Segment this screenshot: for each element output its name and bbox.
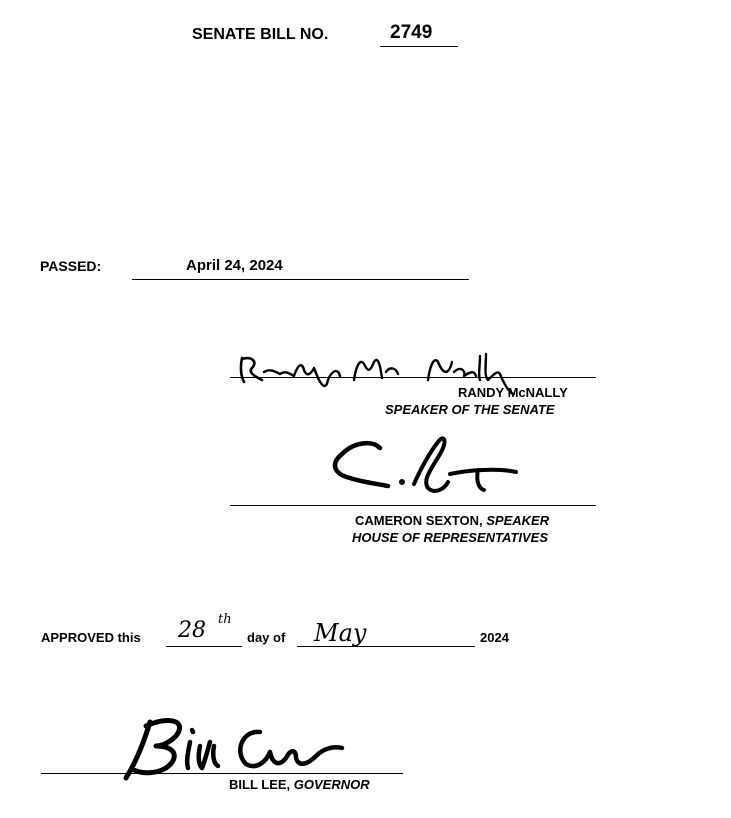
bill-number-underline <box>380 46 458 47</box>
approved-month: May <box>314 619 367 647</box>
senate-speaker-title: SPEAKER OF THE SENATE <box>385 402 555 417</box>
house-speaker-name-line <box>355 513 549 528</box>
approved-year: 2024 <box>480 630 509 645</box>
bill-number: 2749 <box>390 22 433 43</box>
approved-label: APPROVED this <box>41 630 141 645</box>
senate-speaker-name: RANDY McNALLY <box>458 385 568 400</box>
approved-day-suffix: th <box>218 612 232 627</box>
governor-signature-line <box>41 773 403 774</box>
governor-name-line <box>229 777 370 792</box>
governor-name: BILL LEE, <box>229 777 291 792</box>
senate-speaker-signature-line <box>230 377 596 378</box>
passed-label: PASSED: <box>40 258 102 274</box>
house-speaker-name: CAMERON SEXTON, <box>355 513 483 528</box>
house-speaker-signature <box>328 432 528 502</box>
house-speaker-title: SPEAKER <box>486 513 550 528</box>
approved-day-underline <box>166 646 242 647</box>
approved-day-of-label: day of <box>247 630 286 645</box>
house-speaker-title-line2: HOUSE OF REPRESENTATIVES <box>352 530 548 545</box>
governor-title: GOVERNOR <box>293 777 370 792</box>
approved-day: 28 <box>178 618 206 643</box>
approved-month-underline <box>297 646 475 647</box>
house-speaker-signature-line <box>230 505 596 506</box>
bill-label: SENATE BILL NO. <box>192 26 329 43</box>
governor-signature <box>110 712 350 787</box>
passed-underline <box>132 279 469 280</box>
passed-date: April 24, 2024 <box>186 257 283 274</box>
